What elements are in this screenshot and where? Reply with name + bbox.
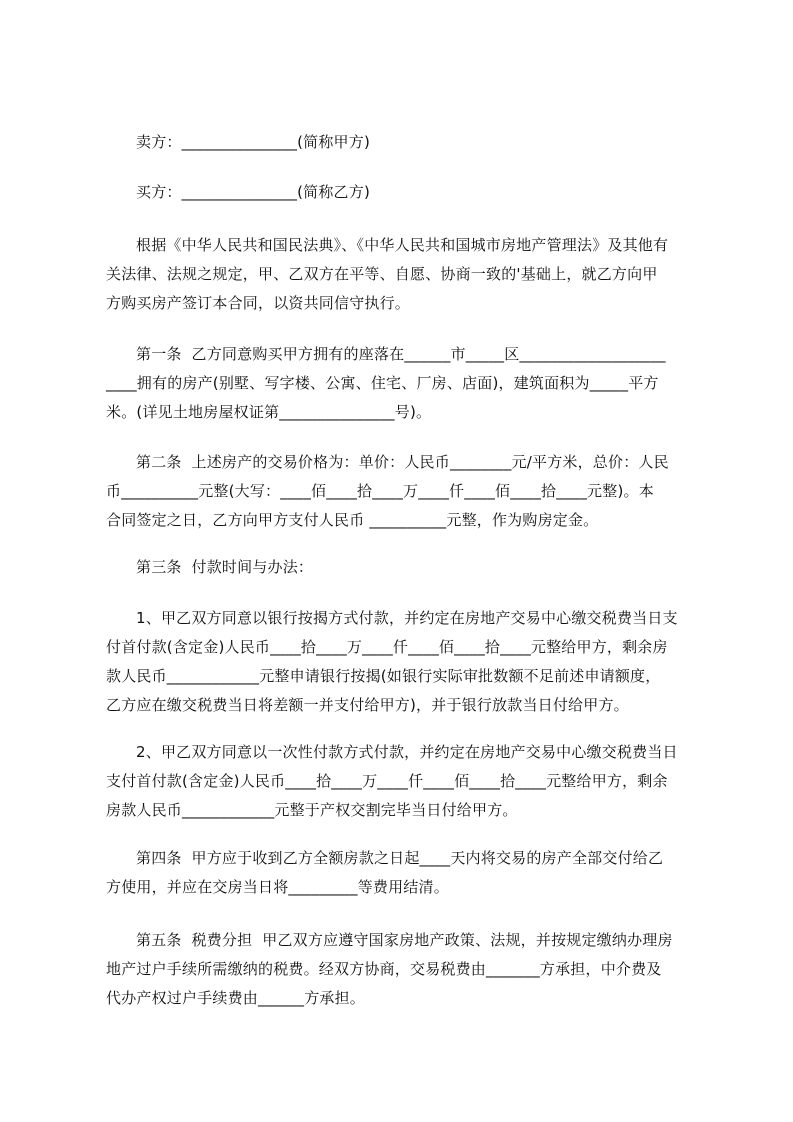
preamble-line: 根据《中华人民共和国民法典》、《中华人民共和国城市房地产管理法》及其他有 <box>136 236 669 254</box>
article-3-item-1 <box>106 604 704 720</box>
buyer-line <box>106 178 734 207</box>
article-line: 第一条 乙方同意购买甲方拥有的座落在______市_____区___________________ <box>136 345 666 363</box>
article-line: 方使用，并应在交房当日将_________等费用结清。 <box>106 878 449 896</box>
article-5 <box>106 926 704 1013</box>
article-line: 币__________元整(大写：____佰____拾____万____仟____佰____拾____元整)。本 <box>106 482 654 500</box>
article-line: 第二条 上述房产的交易价格为：单价：人民币________元/平方米，总价：人民 <box>136 453 669 471</box>
article-line: 地产过户手续所需缴纳的税费。经双方协商，交易税费由_______方承担，中介费及 <box>106 960 662 978</box>
article-line: 付首付款(含定金)人民币____拾____万____仟____佰____拾____元整给甲方，剩余房 <box>106 638 668 656</box>
buyer-text: 买方：_______________(简称乙方) <box>136 183 371 201</box>
article-line: 代办产权过户手续费由______方承担。 <box>106 989 366 1007</box>
article-line: 第五条 税费分担 甲乙双方应遵守国家房地产政策、法规，并按规定缴纳办理房 <box>136 931 673 949</box>
article-line: 第四条 甲方应于收到乙方全额房款之日起____天内将交易的房产全部交付给乙 <box>136 849 664 867</box>
seller-text: 卖方：_______________(简称甲方) <box>136 133 371 151</box>
article-line: 房款人民币____________元整于产权交割完毕当日付给甲方。 <box>106 801 518 819</box>
article-3-item-2 <box>106 738 704 825</box>
article-line: 第三条 付款时间与办法： <box>136 558 314 576</box>
article-line: 乙方应在缴交税费当日将差额一并支付给甲方)，并于银行放款当日付给甲方。 <box>106 696 629 714</box>
article-line: 米。(详见土地房屋权证第_______________号)。 <box>106 403 432 421</box>
article-line: 支付首付款(含定金)人民币____拾____万____仟____佰____拾____元整给甲方，剩余 <box>106 772 668 790</box>
article-2 <box>106 448 704 535</box>
article-line: 2、甲乙双方同意以一次性付款方式付款，并约定在房地产交易中心缴交税费当日 <box>136 743 678 761</box>
article-1 <box>106 340 704 427</box>
seller-line <box>106 128 734 157</box>
article-line: 款人民币____________元整申请银行按揭(如银行实际审批数额不足前述申请额度， <box>106 667 661 685</box>
preamble-line: 关法律、法规之规定，甲、乙双方在平等、自愿、协商一致的'基础上，就乙方向甲 <box>106 265 658 283</box>
article-4 <box>106 844 704 902</box>
article-line: 1、甲乙双方同意以银行按揭方式付款，并约定在房地产交易中心缴交税费当日支 <box>136 609 678 627</box>
preamble-paragraph <box>106 231 704 318</box>
preamble-line: 方购买房产签订本合同，以资共同信守执行。 <box>106 294 411 312</box>
article-line: ____拥有的房产(别墅、写字楼、公寓、住宅、厂房、店面)，建筑面积为_____平方 <box>106 374 659 392</box>
article-line: 合同签定之日，乙方向甲方支付人民币 __________元整，作为购房定金。 <box>106 511 599 529</box>
article-3 <box>106 553 704 582</box>
